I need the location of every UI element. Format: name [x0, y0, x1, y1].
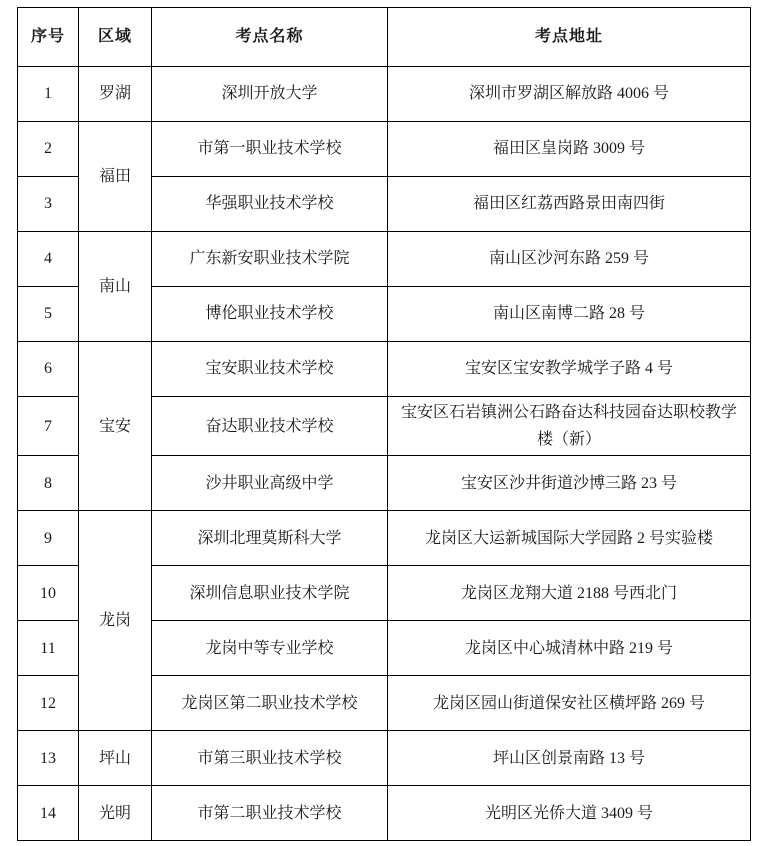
- cell-district: 福田: [79, 122, 152, 232]
- cell-seq: 9: [18, 511, 79, 566]
- cell-site: 沙井职业高级中学: [152, 456, 388, 511]
- cell-seq: 8: [18, 456, 79, 511]
- cell-site: 宝安职业技术学校: [152, 342, 388, 397]
- cell-seq: 1: [18, 67, 79, 122]
- cell-address: 福田区皇岗路 3009 号: [388, 122, 751, 177]
- cell-site: 博伦职业技术学校: [152, 287, 388, 342]
- cell-site: 市第三职业技术学校: [152, 731, 388, 786]
- cell-seq: 14: [18, 786, 79, 841]
- cell-site: 龙岗中等专业学校: [152, 621, 388, 676]
- cell-seq: 12: [18, 676, 79, 731]
- cell-seq: 2: [18, 122, 79, 177]
- header-cell-district: 区域: [79, 8, 152, 67]
- cell-address: 龙岗区中心城清林中路 219 号: [388, 621, 751, 676]
- cell-site: 市第一职业技术学校: [152, 122, 388, 177]
- header-cell-address: 考点地址: [388, 8, 751, 67]
- cell-address: 宝安区宝安教学城学子路 4 号: [388, 342, 751, 397]
- header-cell-seq: 序号: [18, 8, 79, 67]
- cell-address: 福田区红荔西路景田南四街: [388, 177, 751, 232]
- cell-address: 南山区南博二路 28 号: [388, 287, 751, 342]
- cell-site: 市第二职业技术学校: [152, 786, 388, 841]
- cell-address: 坪山区创景南路 13 号: [388, 731, 751, 786]
- cell-site: 奋达职业技术学校: [152, 397, 388, 456]
- cell-site: 华强职业技术学校: [152, 177, 388, 232]
- cell-district: 光明: [79, 786, 152, 841]
- cell-site: 广东新安职业技术学院: [152, 232, 388, 287]
- cell-district: 宝安: [79, 342, 152, 511]
- cell-address: 宝安区石岩镇洲公石路奋达科技园奋达职校教学楼（新）: [388, 397, 751, 456]
- cell-district: 龙岗: [79, 511, 152, 731]
- cell-seq: 4: [18, 232, 79, 287]
- table-row: [18, 511, 751, 566]
- cell-seq: 11: [18, 621, 79, 676]
- cell-site: 龙岗区第二职业技术学校: [152, 676, 388, 731]
- cell-seq: 7: [18, 397, 79, 456]
- table-row: [18, 122, 751, 177]
- cell-seq: 3: [18, 177, 79, 232]
- table-row: [18, 731, 751, 786]
- cell-district: 罗湖: [79, 67, 152, 122]
- cell-address: 光明区光侨大道 3409 号: [388, 786, 751, 841]
- cell-address: 深圳市罗湖区解放路 4006 号: [388, 67, 751, 122]
- header-row: [18, 8, 751, 67]
- cell-site: 深圳开放大学: [152, 67, 388, 122]
- header-cell-site: 考点名称: [152, 8, 388, 67]
- cell-site: 深圳北理莫斯科大学: [152, 511, 388, 566]
- cell-seq: 6: [18, 342, 79, 397]
- cell-seq: 10: [18, 566, 79, 621]
- cell-address: 南山区沙河东路 259 号: [388, 232, 751, 287]
- table-row: [18, 342, 751, 397]
- cell-site: 深圳信息职业技术学院: [152, 566, 388, 621]
- exam-sites-table: [17, 7, 751, 841]
- cell-district: 坪山: [79, 731, 152, 786]
- cell-seq: 13: [18, 731, 79, 786]
- cell-district: 南山: [79, 232, 152, 342]
- cell-address: 宝安区沙井街道沙博三路 23 号: [388, 456, 751, 511]
- table-row: [18, 67, 751, 122]
- cell-address: 龙岗区园山街道保安社区横坪路 269 号: [388, 676, 751, 731]
- cell-address: 龙岗区大运新城国际大学园路 2 号实验楼: [388, 511, 751, 566]
- table-row: [18, 786, 751, 841]
- cell-address: 龙岗区龙翔大道 2188 号西北门: [388, 566, 751, 621]
- cell-seq: 5: [18, 287, 79, 342]
- table-row: [18, 232, 751, 287]
